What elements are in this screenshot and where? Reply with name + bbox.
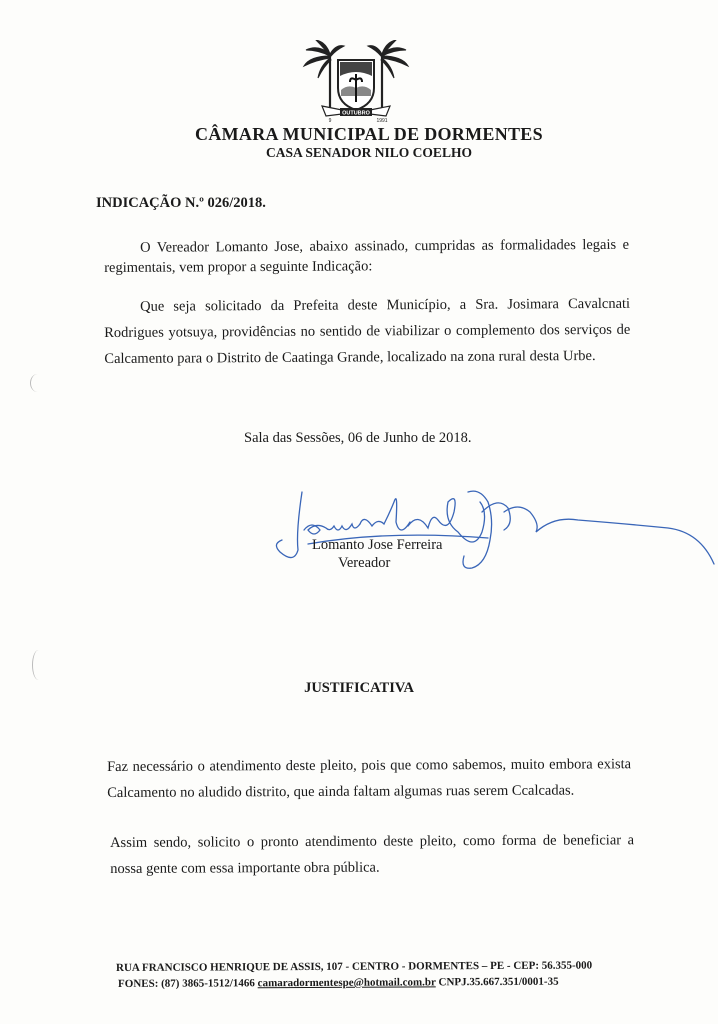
handwritten-signature <box>268 472 718 582</box>
justification-paragraph-1: Faz necessário o atendimento deste pleito, pois que como sabemos, muito embora exista Calcamento no aludido distrito, que ainda faltam algumas ruas serem Ccalcadas. <box>107 756 632 801</box>
signer-role: Vereador <box>338 555 391 571</box>
crest-day-text: 9 <box>328 118 332 124</box>
footer-contacts <box>118 976 559 990</box>
footer-email: camaradormentespe@hotmail.com.br <box>257 976 436 990</box>
justification-paragraph-2: Assim sendo, solicito o pronto atendimento deste pleito, como forma de beneficiar a nossa gente com essa importante obra pública. <box>110 832 635 877</box>
crest-ribbon-text: OUTUBRO <box>342 110 370 117</box>
org-name: CÂMARA MUNICIPAL DE DORMENTES <box>195 124 543 144</box>
municipal-crest-logo <box>300 40 412 126</box>
paper-mark <box>32 650 45 680</box>
footer-address: RUA FRANCISCO HENRIQUE DE ASSIS, 107 - CENTRO - DORMENTES – PE - CEP: 56.355-000 <box>116 959 593 974</box>
session-date-line: Sala das Sessões, 06 de Junho de 2018. <box>244 430 472 446</box>
request-paragraph: Que seja solicitado da Prefeita deste Município, a Sra. Josimara Cavalcnati Rodrigues yotsuya, providências no sentido de viabilizar o complemento dos serviços de Calcamento para o Distrito de Caatinga Grande, localizado na zona rural desta Urbe. <box>104 295 631 367</box>
signer-name: Lomanto Jose Ferreira <box>312 537 443 553</box>
crest-year-text: 1991 <box>376 118 388 124</box>
intro-paragraph: O Vereador Lomanto Jose, abaixo assinado, cumpridas as formalidades legais e regimentais, vem propor a seguinte Indicação: <box>104 236 630 276</box>
paper-mark <box>30 374 45 392</box>
footer-cnpj: CNPJ.35.667.351/0001-35 <box>438 975 559 989</box>
org-subtitle: CASA SENADOR NILO COELHO <box>266 145 472 160</box>
justification-title: JUSTIFICATIVA <box>304 680 414 696</box>
footer-phones: FONES: (87) 3865-1512/1466 <box>118 977 255 990</box>
document-title: INDICAÇÃO N.º 026/2018. <box>96 195 266 211</box>
